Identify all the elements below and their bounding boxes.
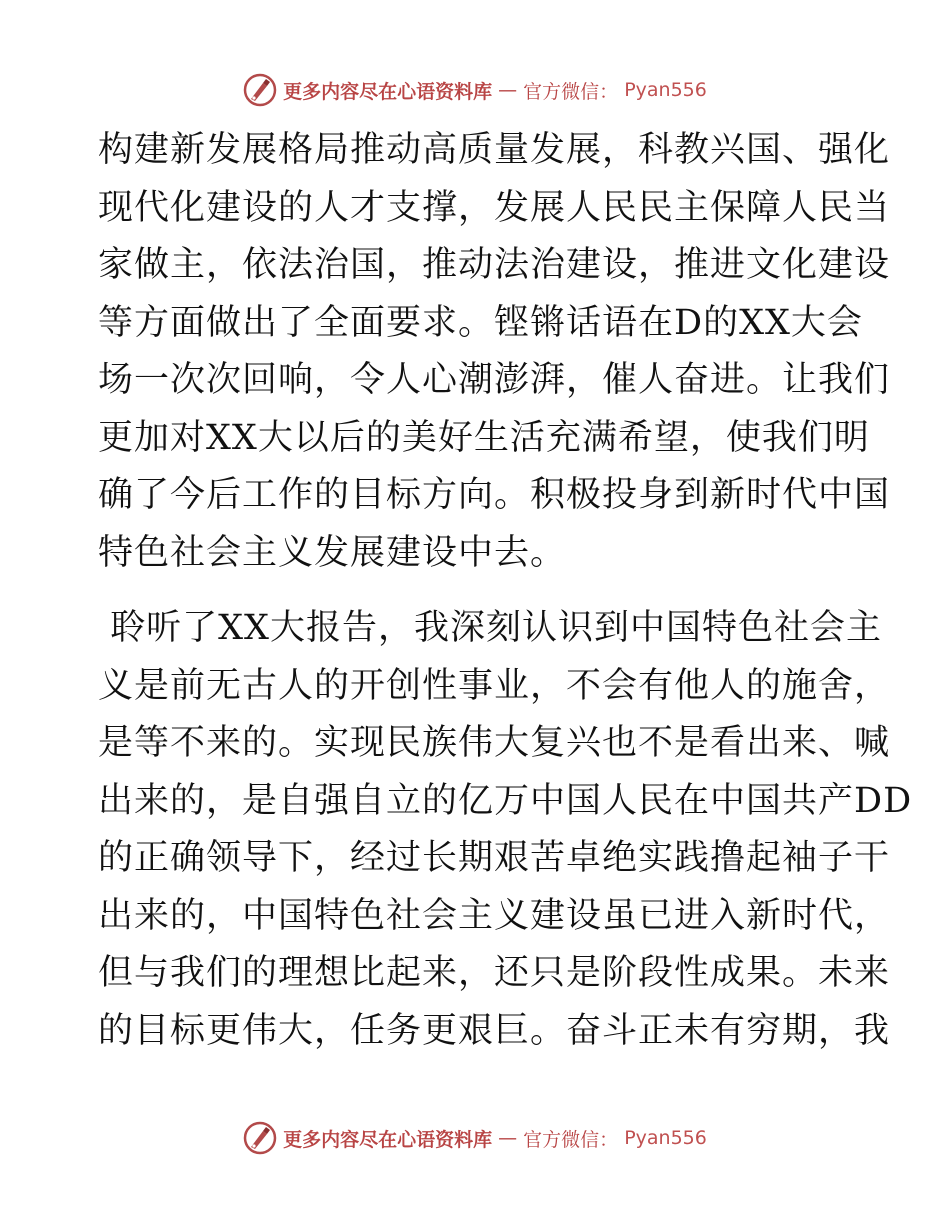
text-line: 特色社会主义发展建设中去。 [98, 532, 567, 573]
text-line: 场一次次回响，令人心潮澎湃，催人奋进。让我们 [98, 360, 891, 400]
pen-logo-icon [243, 73, 277, 107]
paragraph-1 [98, 122, 891, 582]
watermark-site-text: 更多内容尽在心语资料库 [283, 80, 493, 103]
text-line: 的正确领导下，经过长期艰苦卓绝实践撸起袖子干 [98, 838, 891, 878]
text-line: 出来的，是自强自立的亿万中国人民在中国共产DD [98, 780, 913, 821]
paragraph-2 [98, 600, 913, 1060]
watermark-wechat-id: Pyan556 [624, 79, 707, 101]
watermark-site-text: 更多内容尽在心语资料库 [283, 1128, 493, 1151]
document-body [98, 122, 913, 1060]
text-line: 是等不来的。实现民族伟大复兴也不是看出来、喊 [98, 723, 891, 763]
footer-watermark [0, 1118, 950, 1158]
watermark-wechat-label: 官方微信： [523, 1128, 619, 1151]
text-line: 家做主，依法治国，推动法治建设，推进文化建设 [98, 245, 891, 285]
watermark-wechat-label: 官方微信： [523, 80, 619, 103]
header-watermark [0, 70, 950, 110]
watermark-dash: — [498, 79, 518, 101]
text-line: 构建新发展格局推动高质量发展，科教兴国、强化 [98, 130, 891, 170]
text-line: 出来的，中国特色社会主义建设虽已进入新时代， [98, 895, 891, 936]
text-line: 现代化建设的人才支撑，发展人民民主保障人民当 [98, 187, 891, 228]
text-line: 的目标更伟大，任务更艰巨。奋斗正未有穷期，我 [98, 1010, 891, 1051]
watermark-wechat-id: Pyan556 [624, 1127, 707, 1149]
text-line: 等方面做出了全面要求。铿锵话语在D的XX大会 [98, 302, 863, 343]
pen-logo-icon [243, 1121, 277, 1155]
watermark-dash: — [498, 1127, 518, 1149]
text-line: 义是前无古人的开创性事业，不会有他人的施舍， [98, 665, 891, 706]
text-line: 聆听了XX大报告，我深刻认识到中国特色社会主 [98, 608, 882, 648]
text-line: 更加对XX大以后的美好生活充满希望，使我们明 [98, 417, 870, 458]
text-line: 但与我们的理想比起来，还只是阶段性成果。未来 [98, 953, 891, 993]
text-line: 确了今后工作的目标方向。积极投身到新时代中国 [98, 475, 891, 515]
